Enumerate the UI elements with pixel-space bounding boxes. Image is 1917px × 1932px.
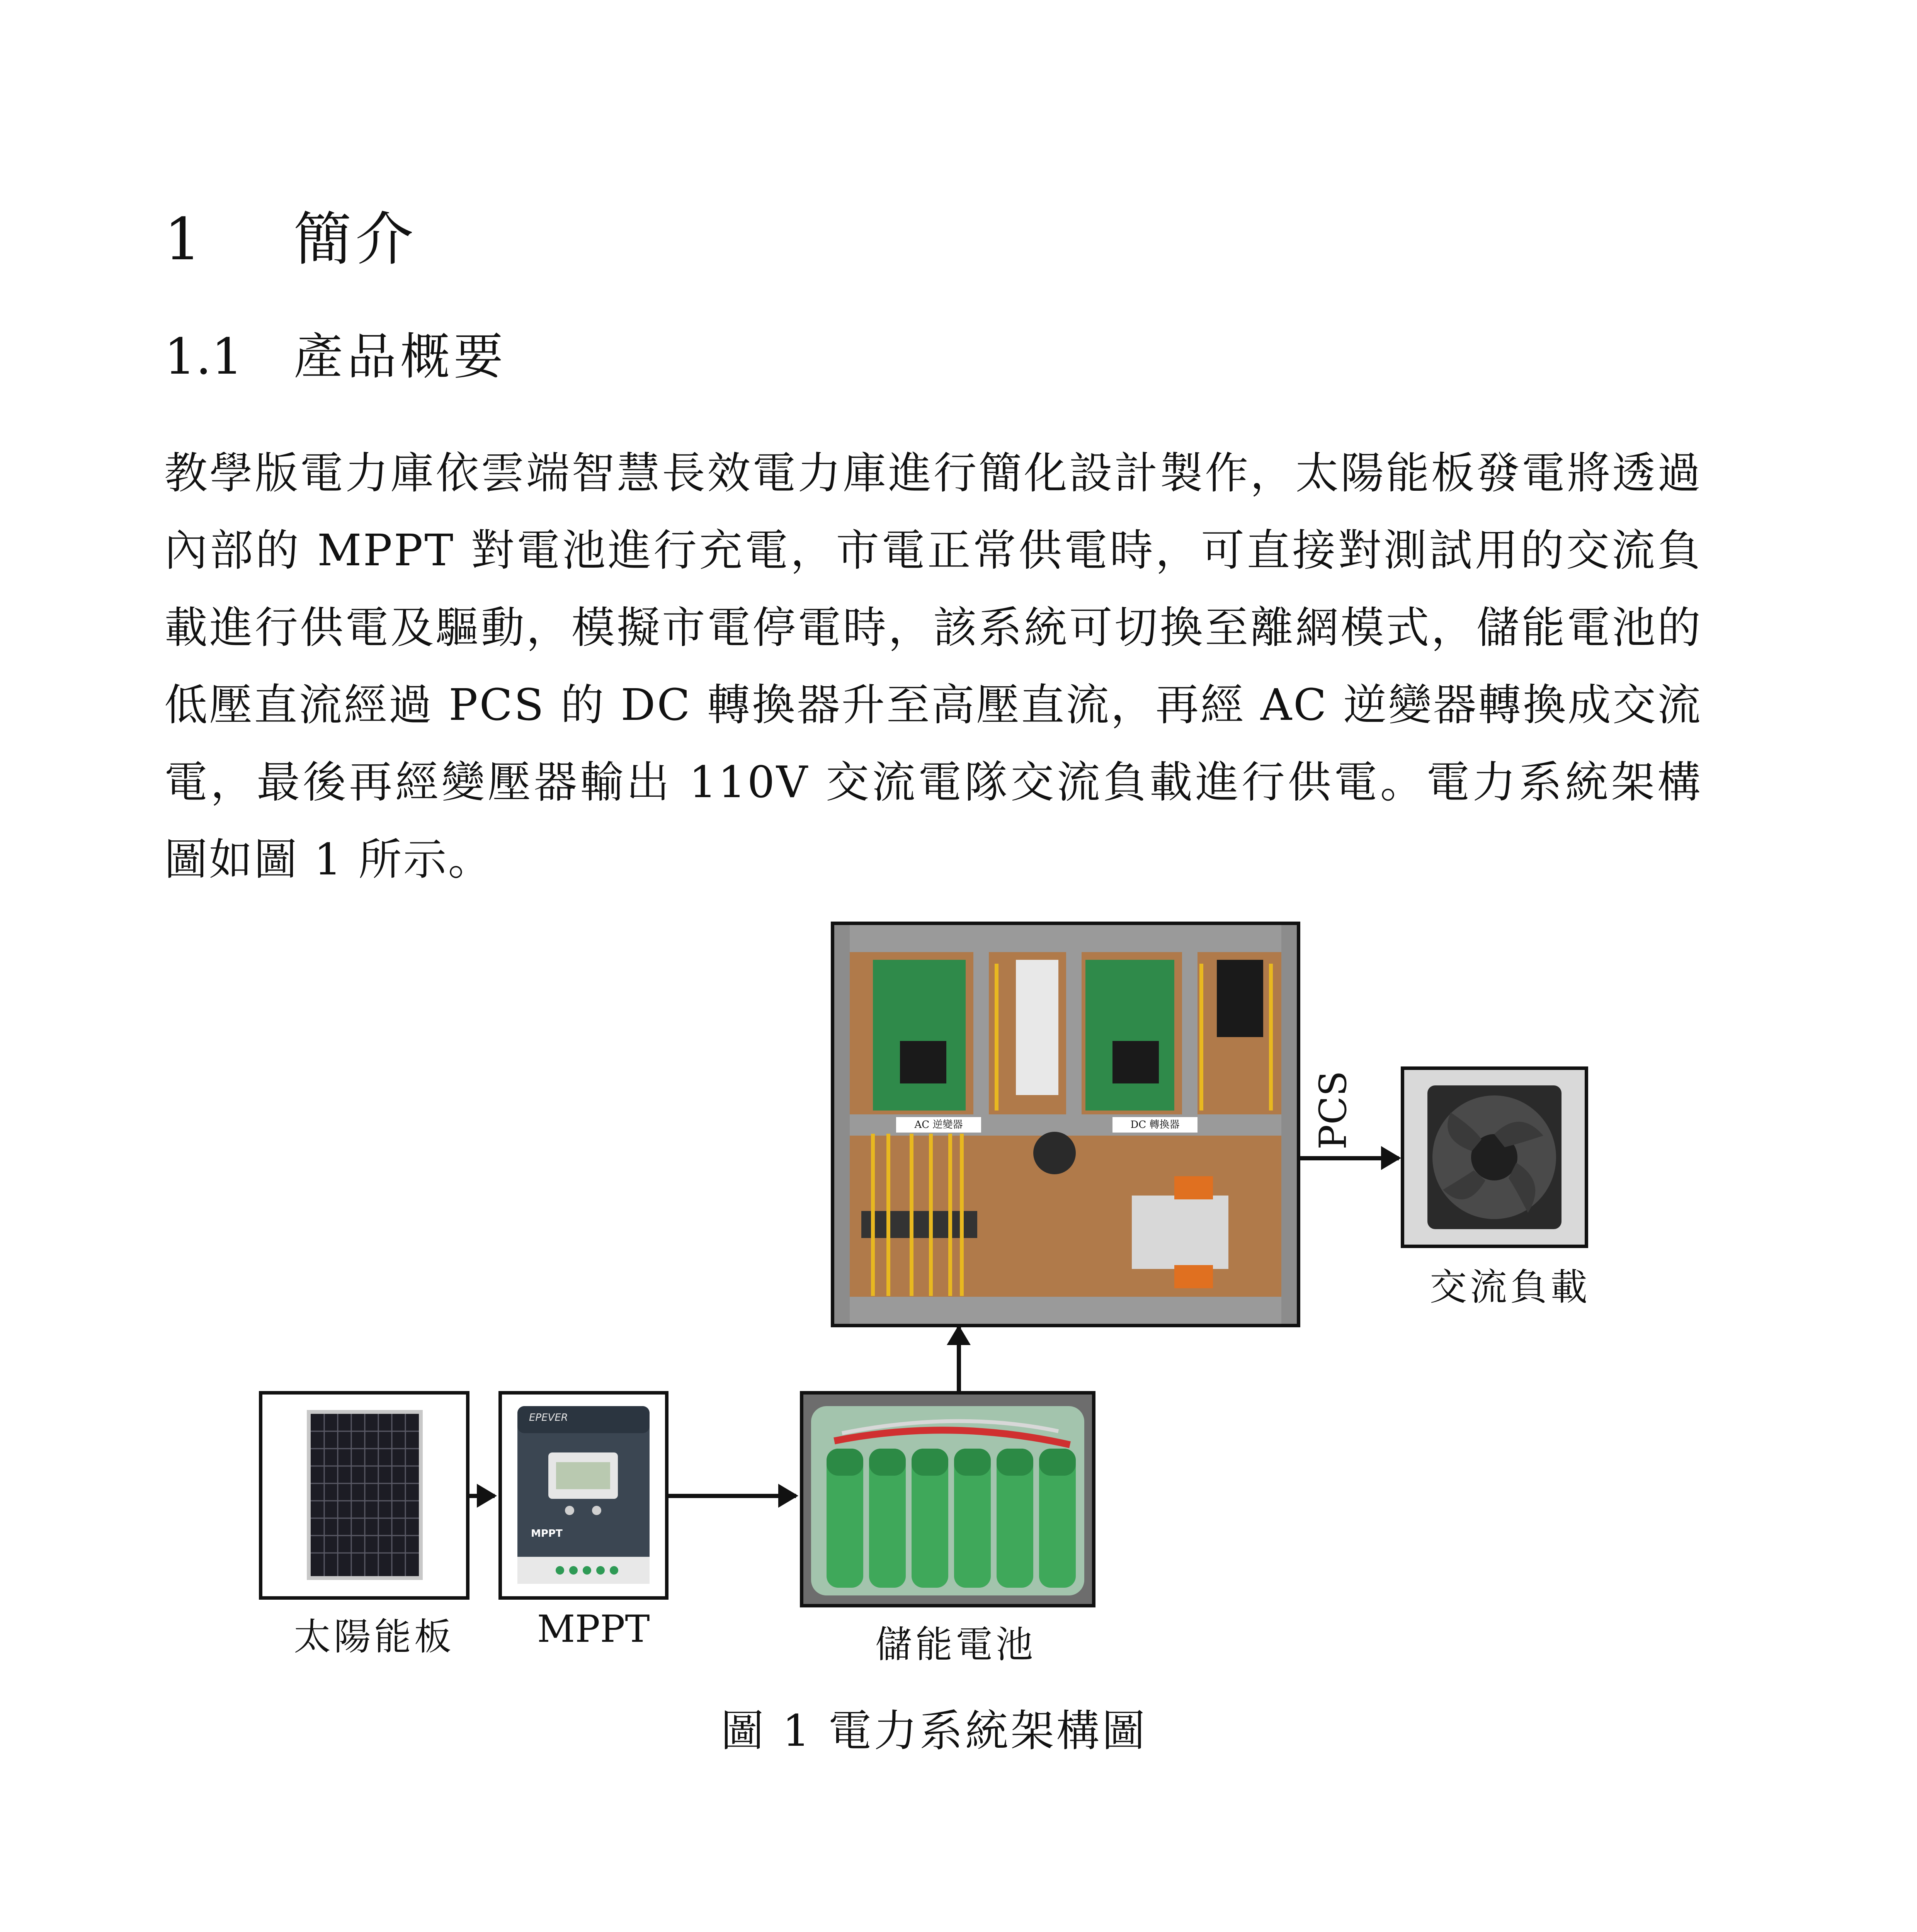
figure-caption: 圖 1 電力系統架構圖	[721, 1706, 1148, 1756]
solar-panel-label: 太陽能板	[294, 1615, 454, 1658]
solar-panel-image	[259, 1391, 469, 1600]
ac-load-label: 交流負載	[1430, 1265, 1590, 1309]
arrow-mppt-to-battery	[668, 1494, 796, 1498]
pcs-label: PCS	[1311, 1071, 1355, 1150]
mppt-label: MPPT	[537, 1607, 650, 1651]
arrow-pcs-to-load	[1300, 1156, 1399, 1160]
heading-2-number: 1.1	[164, 328, 243, 386]
heading-1-title: 簡介	[294, 206, 418, 273]
mppt-controller-image	[498, 1391, 668, 1600]
ac-inverter-label: AC 逆變器	[914, 1119, 963, 1131]
battery-label: 儲能電池	[875, 1623, 1036, 1666]
ac-load-fan-image	[1401, 1066, 1588, 1248]
heading-2-title: 產品概要	[294, 328, 507, 386]
pcs-cabinet-image	[831, 922, 1300, 1327]
mppt-device-text: MPPT	[531, 1528, 563, 1539]
intro-paragraph: 教學版電力庫依雲端智慧長效電力庫進行簡化設計製作，太陽能板發電將透過內部的 MPPT 對電池進行充電，市電正常供電時，可直接對測試用的交流負載進行供電及驅動，模擬市電停電時，該系統可切換至離網模式，儲能電池的低壓直流經過 PCS 的 DC 轉換器升至高壓直流，再經 AC 逆變器轉換成交流電，最後再經變壓器輸出 110V 交流電隊交流負載進行供電。電力系統架構圖如圖 1 所示。	[164, 448, 1702, 885]
mppt-brand-text: EPEVER	[529, 1412, 568, 1423]
battery-pack-image	[800, 1391, 1095, 1607]
arrow-solar-to-mppt	[469, 1494, 495, 1498]
dc-converter-label: DC 轉換器	[1130, 1119, 1180, 1131]
arrow-battery-to-pcs	[957, 1327, 961, 1391]
heading-1-number: 1	[164, 206, 201, 273]
